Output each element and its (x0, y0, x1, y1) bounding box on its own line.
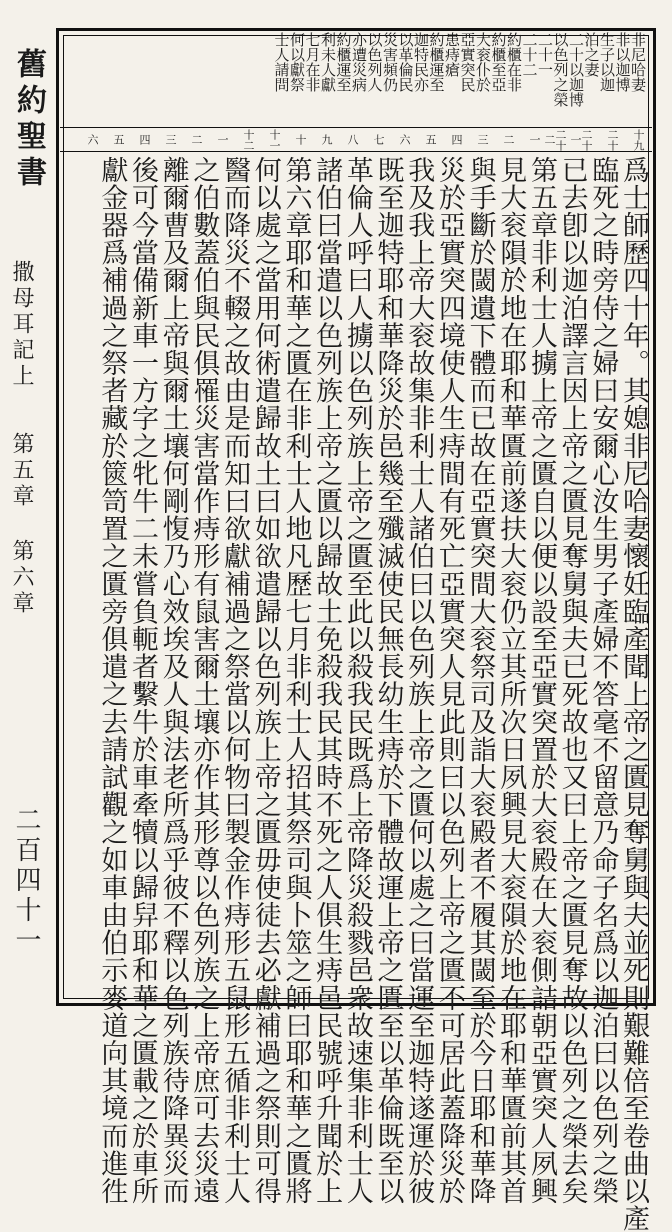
marginal-note: 約櫃運至 (334, 32, 353, 92)
marginal-note: 災害頻仍 (381, 32, 399, 92)
verse-number: 三 (164, 134, 177, 145)
marginal-note: 大衮仆於 (474, 32, 492, 92)
marginal-note: 約櫃至亞 (489, 32, 508, 92)
marginal-note: 二十一 (536, 32, 554, 77)
verse-number: 四 (138, 134, 151, 145)
text-column: 爲士師歷四十年。其媳非尼哈妻懷妊臨產聞上帝之匱見奪舅與夫並死則艱難倍至卷曲以產 (618, 156, 649, 1232)
text-column: 第六章耶和華之匱在非利士人地凡歷七月非利士人招其祭司與卜筮之師曰耶和華之匱將 (280, 156, 312, 1205)
marginal-note: 迦特民亦 (412, 32, 430, 92)
text-column: 臨死之時旁侍之婦曰安爾心汝生男子產婦不答毫不留意乃命子名爲以迦泊曰以色列之榮 (587, 156, 619, 1205)
scripture-body (64, 156, 650, 1232)
verse-number-band (60, 128, 652, 152)
verse-number: 八 (346, 134, 359, 145)
verse-number: 二十 (606, 128, 619, 151)
verse-number: 六 (398, 134, 411, 145)
verse-number: 十 (294, 134, 307, 145)
marginal-note: 亞實突民 (458, 32, 477, 92)
text-column: 獻金器爲補過之祭者藏於篋笥置之匱旁俱遣之去請試觀之如車由伯示麥道向其境而進徃 (96, 156, 128, 1205)
verse-number: 二 (502, 134, 515, 145)
text-column: 災於亞實突四境使人生痔間有死亡亞實突人見此則曰以色列上帝之匱不可居此蓋降災於 (433, 156, 465, 1205)
marginal-note: 七月在非 (303, 32, 322, 92)
section-title: 撒母耳記上 (9, 260, 34, 390)
marginal-note: 利未人獻 (319, 32, 337, 92)
text-column: 見大衮隕於地在耶和華匱前遂扶大衮仍立其所次日夙興見大衮隕於地在耶和華匱前其首 (495, 156, 527, 1205)
verse-number: 十一 (268, 128, 281, 151)
text-column: 諸伯曰當遣以色列族上帝之匱以歸故土免殺我民其時不死之人俱生痔邑民號呼升聞於上 (311, 156, 343, 1205)
marginal-note: 何以獻祭 (288, 32, 306, 92)
text-column: 我及我上帝大衮故集非利士人諸伯曰以色列族上帝之匱何以處之曰當運至迦特遂運於彼 (403, 156, 435, 1205)
verse-number: 三 (476, 134, 489, 145)
marginal-note: 非尼哈妻 (629, 32, 647, 92)
verse-number: 一 (528, 134, 541, 145)
marginal-note: 士人請問 (272, 32, 291, 92)
marginal-note: 以色列之榮 (551, 32, 570, 107)
verse-number: 九 (320, 134, 333, 145)
marginal-note: 泊之妻 (582, 32, 601, 77)
book-title: 舊約聖書 (11, 48, 46, 192)
marginal-note: 患痔瘡 (443, 32, 461, 77)
marginal-note: 以色列人 (365, 32, 384, 92)
marginal-note: 非以迦博 (613, 32, 632, 92)
verse-number: 二 (190, 134, 203, 145)
marginal-notes (60, 32, 652, 128)
verse-number: 十二 (242, 128, 255, 151)
text-column: 第五章非利士人擄上帝之匱自以便以設至亞實突置於大衮殿在大衮側詰朝亞實突人夙興 (525, 156, 557, 1205)
text-column: 離爾曹及爾上帝與爾土壤何剛愎乃心效埃及人與法老所爲乎彼不釋以色列族待降異災而 (157, 156, 189, 1205)
text-column: 之伯數蓋伯與民俱罹災害當作痔形有鼠害爾土壤亦作其形尊以色列族之上帝庶可去災遠 (188, 156, 220, 1205)
marginal-note: 約櫃運至 (427, 32, 446, 92)
verse-number: 五 (424, 134, 437, 145)
verse-number: 二十一 (569, 128, 593, 151)
marginal-note: 生子以迦 (598, 32, 616, 92)
verse-number: 十九 (632, 128, 645, 151)
marginal-note: 二十二 (520, 32, 539, 77)
verse-number: 七 (372, 134, 385, 145)
page-number: 二百四十一 (11, 806, 41, 956)
verse-number: 二十二 (543, 128, 567, 151)
chapter-range: 第五章 第六章 (9, 432, 34, 617)
marginal-note: 亦遭災病 (350, 32, 368, 92)
text-column: 醫而降災不輟之故由是而知曰欲獻補過之祭當以何物曰製金作痔形五鼠形五循非利士人 (219, 156, 251, 1205)
text-column: 已去卽以迦泊譯言因上帝之匱見奪舅與夫已死故也又曰上帝之匱見奪故以色列之榮去矣 (556, 156, 588, 1205)
marginal-note: 二十以迦博 (567, 32, 585, 107)
text-column: 既至迦特耶和華降災於邑幾至殲滅使民無長幼生痔於下體故運上帝之匱至以革倫既至以 (372, 156, 404, 1205)
verse-number: 六 (86, 134, 99, 145)
text-column: 與手斷於閾遺下體而已故在亞實突間大衮祭司及詣大衮殿者不履其閾至於今日耶和華降 (464, 156, 496, 1205)
verse-number: 一 (216, 134, 229, 145)
verse-number: 五 (112, 134, 125, 145)
verse-number: 四 (450, 134, 463, 145)
text-column: 後可今當備新車一方字之牝牛二未嘗負軛者繫牛於車牽犢以歸舁耶和華之匱載之於車所 (127, 156, 158, 1205)
marginal-note: 約櫃在非 (505, 32, 523, 92)
text-column: 革倫人呼曰人擄以色列族上帝之匱至此以殺我民既爲上帝降災殺戮邑衆故速集非利士人 (341, 156, 373, 1205)
text-column: 何以處之當用何術遣歸故土曰如欲遣歸以色列族上帝之匱毋使徒去必獻補過之祭則可得 (249, 156, 281, 1205)
marginal-note: 以革倫民 (396, 32, 415, 92)
